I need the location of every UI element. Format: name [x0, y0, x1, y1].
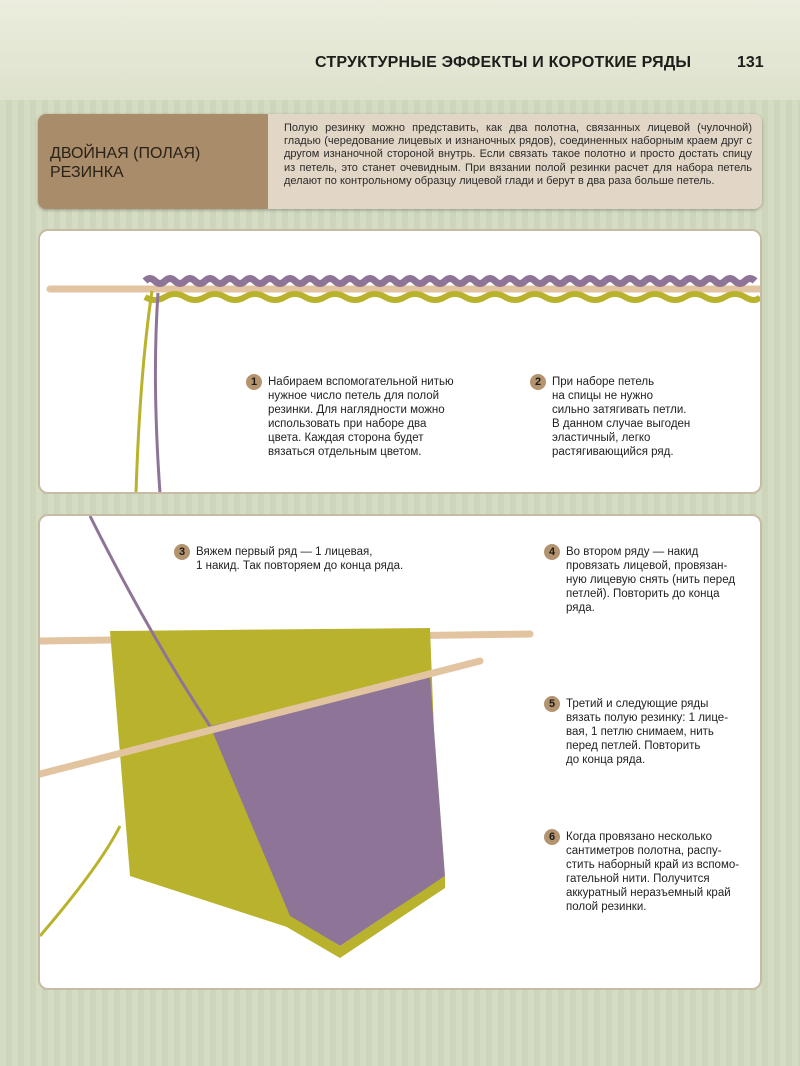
step-4 [544, 545, 735, 615]
step-text: Когда провязано несколько сантиметров полотна, распу- стить наборный край из вспомо- гательной нити. Получится аккуратный неразъемный край полой резинки. [566, 831, 740, 913]
step-3 [174, 545, 403, 573]
step-text: При наборе петель на спицы не нужно сильно затягивать петли. В данном случае выгоден эластичный, легко растягивающийся ряд. [552, 376, 691, 458]
chapter-title: СТРУКТУРНЫЕ ЭФФЕКТЫ И КОРОТКИЕ РЯДЫ [315, 54, 692, 71]
step-5 [544, 697, 728, 767]
yarn-tail-yellow [136, 291, 152, 493]
step-text: Третий и следующие ряды вязать полую резинку: 1 лице- вая, 1 петлю снимаем, нить перед петлей. Повторить до конца ряда. [566, 698, 729, 766]
step-badge: 5 [544, 696, 560, 712]
step-2 [530, 375, 690, 459]
section-heading: ДВОЙНАЯ (ПОЛАЯ) РЕЗИНКА [38, 114, 268, 209]
yarn-tail [40, 826, 120, 936]
page-header-band [0, 0, 800, 100]
step-badge: 4 [544, 544, 560, 560]
intro-box [38, 114, 762, 209]
panel-knitting [38, 514, 762, 990]
step-badge: 3 [174, 544, 190, 560]
intro-text: Полую резинку можно представить, как два полотна, связанных лицевой (чулочной) гладью (чередование лицевых и изнаночных рядов), соединенных наборным краем друг с другом изнаночной стороной внутрь. Если связать такое полотно и просто достать спицу из петель, это станет очевидным. При вязании полой резинки расчет для набора петель делают по контрольному образцу лицевой глади и берут в два раза больше петель. [268, 114, 762, 209]
step-badge: 6 [544, 829, 560, 845]
step-text: Вяжем первый ряд — 1 лицевая, 1 накид. Так повторяем до конца ряда. [196, 546, 404, 572]
page-number: 131 [737, 54, 764, 71]
step-text: Набираем вспомогательной нитью нужное число петель для полой резинки. Для наглядности можно использовать при наборе два цвета. Каждая сторона будет вязаться отдельным цветом. [268, 376, 454, 458]
step-badge: 1 [246, 374, 262, 390]
panel-cast-on [38, 229, 762, 494]
step-badge: 2 [530, 374, 546, 390]
yarn-tail-purple [155, 293, 160, 493]
step-1 [246, 375, 454, 459]
step-text: Во втором ряду — накид провязать лицевой, провязан- ную лицевую снять (нить перед петлей). Повторить до конца ряда. [566, 546, 736, 614]
step-6 [544, 830, 739, 914]
